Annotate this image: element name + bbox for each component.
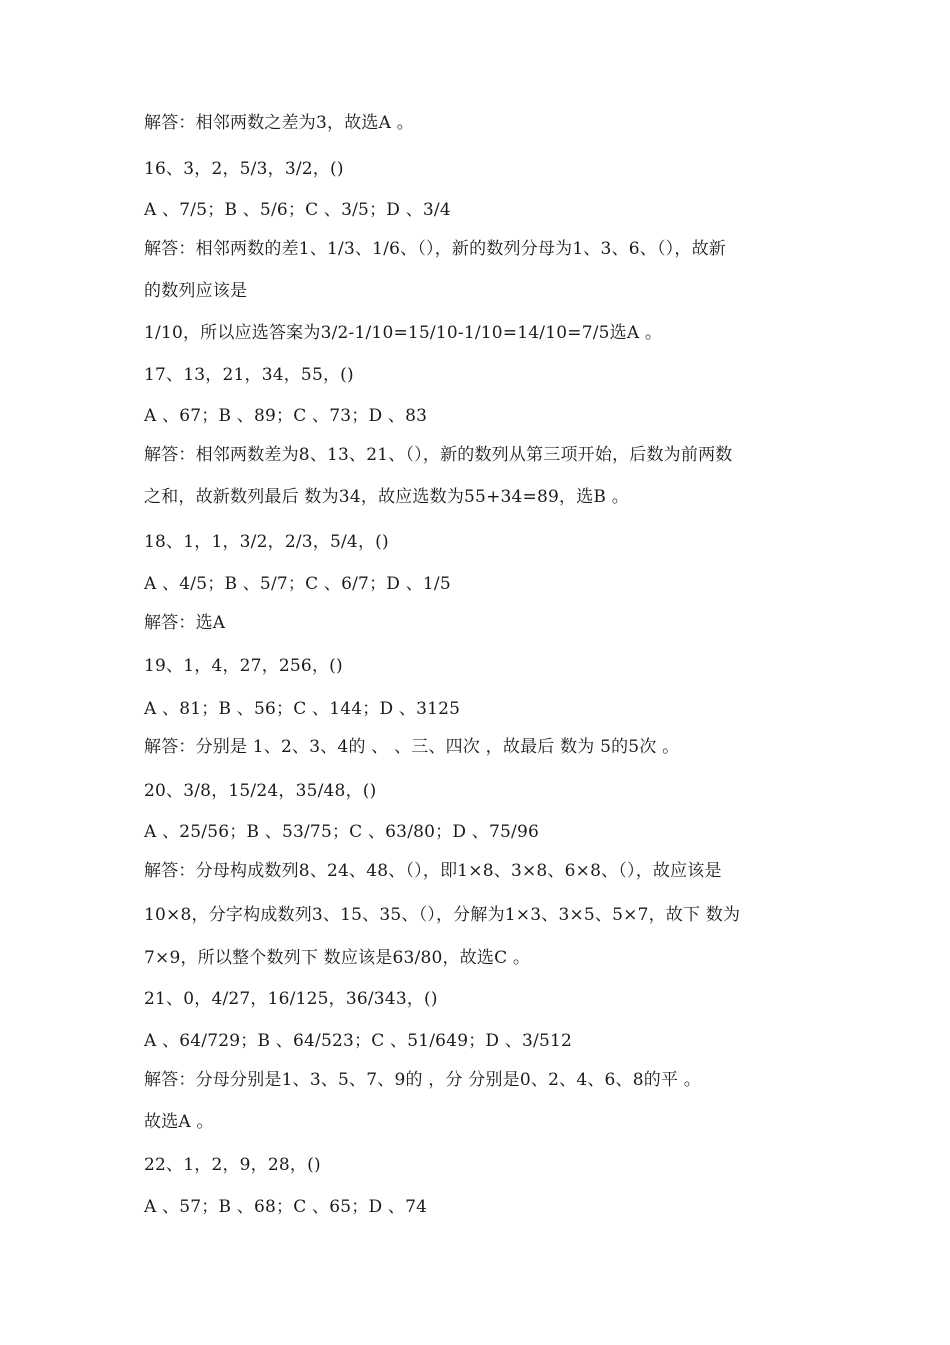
answer-16-text-cont: 的数列应该是 — [144, 281, 248, 301]
question-19-text: 19、1，4，27，256，() — [144, 656, 343, 676]
question-16-options: A 、7/5；B 、5/6；C 、3/5；D 、3/4 — [144, 200, 451, 220]
answer-21-text: 解答：分母分别是1、3、5、7、9的 ，分 分别是0、2、4、6、8的平 。 — [144, 1070, 701, 1090]
question-21-options: A 、64/729；B 、64/523；C 、51/649；D 、3/512 — [144, 1031, 573, 1051]
question-16-text: 16、3，2，5/3，3/2，() — [144, 159, 344, 179]
answer-17-text-cont: 之和，故新数列最后 数为34，故应选数为55+34=89，选B 。 — [144, 487, 629, 507]
question-18-options: A 、4/5；B 、5/7；C 、6/7；D 、1/5 — [144, 574, 451, 594]
answer-21-text-cont: 故选A 。 — [144, 1112, 214, 1132]
question-17-text: 17、13，21，34，55，() — [144, 365, 354, 385]
answer-20-text: 解答：分母构成数列8、24、48、（），即1×8、3×8、6×8、（），故应该是 — [144, 861, 722, 881]
question-22-text: 22、1，2，9，28，() — [144, 1155, 321, 1175]
question-18-text: 18、1，1，3/2，2/3，5/4，() — [144, 532, 389, 552]
answer-20-text-cont2: 7×9，所以整个数列下 数应该是63/80，故选C 。 — [144, 948, 531, 968]
question-22-options: A 、57；B 、68；C 、65；D 、74 — [144, 1197, 428, 1217]
question-19-options: A 、81；B 、56；C 、144；D 、3125 — [144, 699, 461, 719]
answer-17-text: 解答：相邻两数差为8、13、21、（），新的数列从第三项开始，后数为前两数 — [144, 445, 733, 465]
answer-18-text: 解答：选A — [144, 613, 226, 633]
answer-16-text-cont2: 1/10，所以应选答案为3/2-1/10=15/10-1/10=14/10=7/5选A 。 — [144, 323, 663, 343]
question-21-text: 21、0，4/27，16/125，36/343，() — [144, 989, 438, 1009]
question-20-text: 20、3/8，15/24，35/48，() — [144, 781, 377, 801]
answer-16-text: 解答：相邻两数的差1、1/3、1/6、（），新的数列分母为1、3、6、（），故新 — [144, 239, 726, 259]
answer-20-text-cont: 10×8，分字构成数列3、15、35、（），分解为1×3、3×5、5×7，故下 数为 — [144, 905, 741, 925]
question-20-options: A 、25/56；B 、53/75；C 、63/80；D 、75/96 — [144, 822, 539, 842]
answer-15-text: 解答：相邻两数之差为3，故选A 。 — [144, 113, 414, 133]
question-17-options: A 、67；B 、89；C 、73；D 、83 — [144, 406, 428, 426]
answer-19-text: 解答：分别是 1、2、3、4的 、 、三、四次 ，故最后 数为 5的5次 。 — [144, 737, 680, 757]
